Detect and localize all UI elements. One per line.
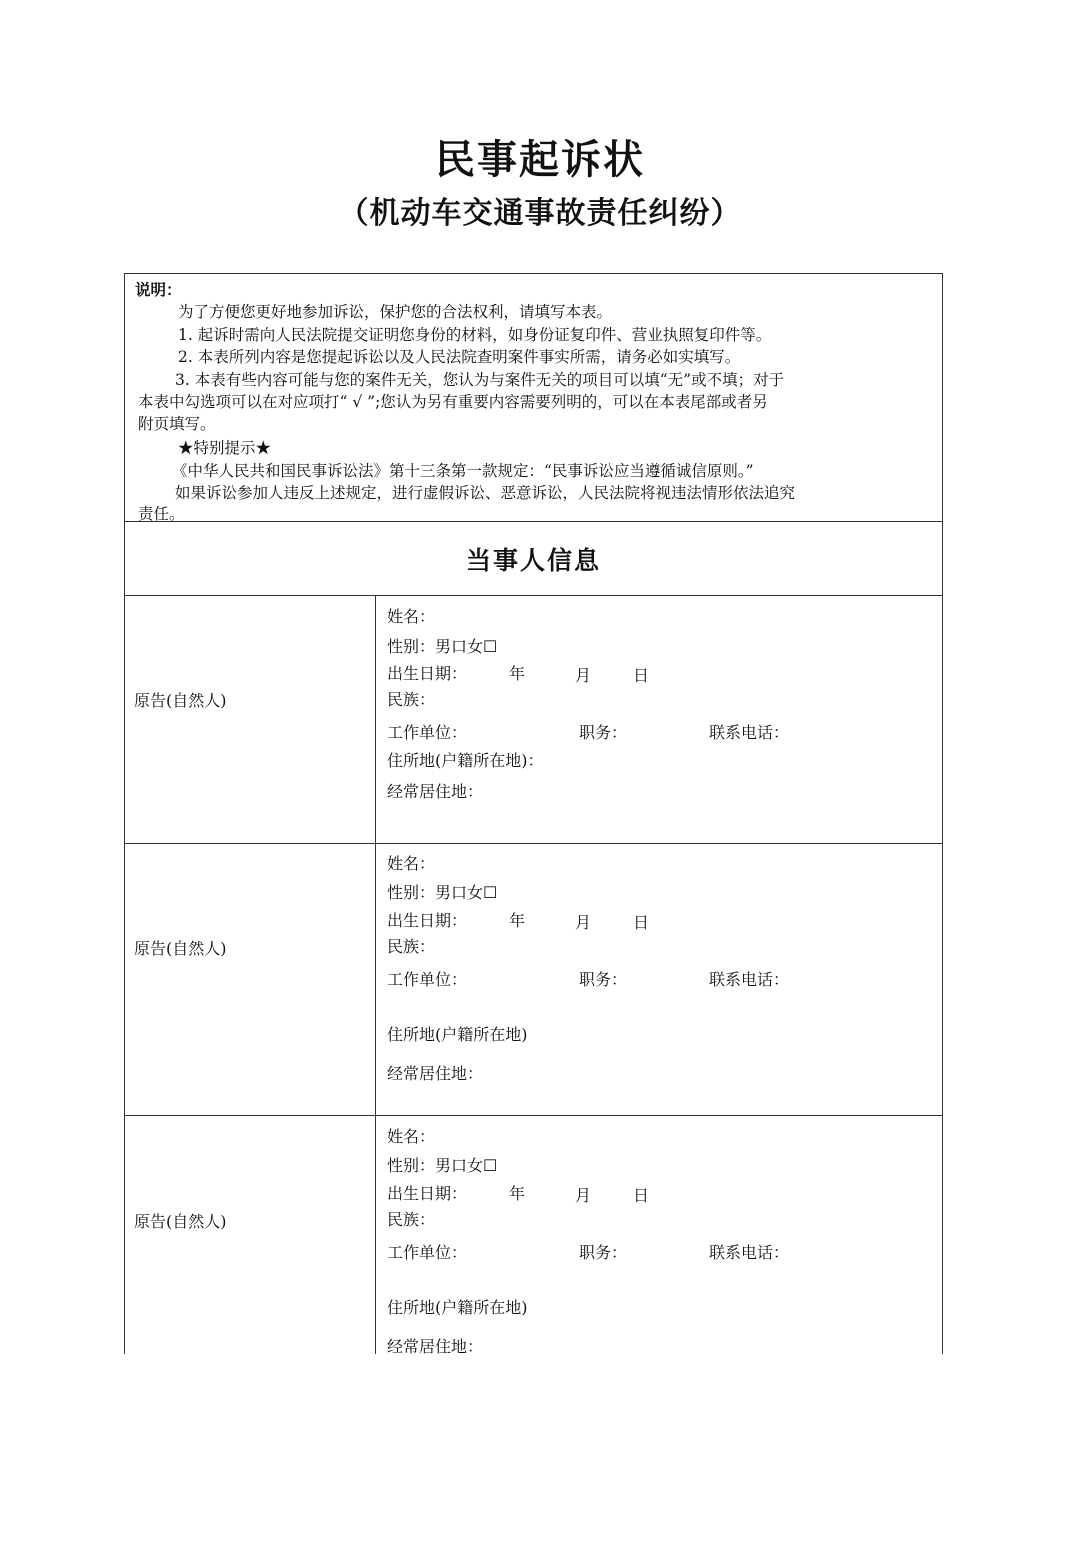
ethnicity-field[interactable]: 民族： (387, 937, 436, 956)
position-field[interactable]: 职务： (579, 723, 628, 742)
gender-field[interactable]: 性别：男口女☐ (387, 637, 498, 656)
party-info-section (124, 521, 943, 596)
year-label: 年 (509, 1184, 526, 1203)
instruction-line: 为了方便您更好地参加诉讼，保护您的合法权利，请填写本表。 (178, 303, 613, 321)
plaintiff-block-3 (124, 1116, 943, 1354)
instruction-line: 3. 本表有些内容可能与您的案件无关，您认为与案件无关的项目可以填“无”或不填；对于 (175, 371, 785, 389)
residence-field[interactable]: 经常居住地： (387, 1064, 484, 1083)
domicile-field[interactable]: 住所地(户籍所在地)： (387, 751, 544, 770)
year-label: 年 (509, 911, 526, 930)
gender-field[interactable]: 性别：男口女☐ (387, 883, 498, 902)
section-title: 当事人信息 (465, 546, 601, 575)
special-notice-heading: ★特别提示★ (178, 439, 272, 457)
column-divider (375, 1116, 376, 1354)
plaintiff-block-2 (124, 843, 943, 1116)
ethnicity-field[interactable]: 民族： (387, 1210, 436, 1229)
day-label: 日 (633, 666, 650, 685)
instructions-heading: 说明： (135, 280, 182, 299)
phone-field[interactable]: 联系电话： (709, 723, 790, 742)
residence-field[interactable]: 经常居住地： (387, 782, 484, 801)
position-field[interactable]: 职务： (579, 970, 628, 989)
instruction-line: 责任。 (138, 505, 185, 523)
gender-field[interactable]: 性别：男口女☐ (387, 1156, 498, 1175)
role-label: 原告(自然人) (134, 939, 227, 958)
day-label: 日 (633, 913, 650, 932)
domicile-field[interactable]: 住所地(户籍所在地) (387, 1025, 528, 1044)
role-label: 原告(自然人) (134, 1212, 227, 1231)
year-label: 年 (509, 664, 526, 683)
name-field[interactable]: 姓名： (387, 854, 436, 873)
workplace-field[interactable]: 工作单位： (387, 723, 468, 742)
phone-field[interactable]: 联系电话： (709, 1243, 790, 1262)
birthdate-field[interactable]: 出生日期： (387, 1184, 468, 1203)
month-label: 月 (575, 666, 592, 685)
document-title: 民事起诉状 (435, 136, 645, 183)
day-label: 日 (633, 1186, 650, 1205)
domicile-field[interactable]: 住所地(户籍所在地) (387, 1298, 528, 1317)
workplace-field[interactable]: 工作单位： (387, 1243, 468, 1262)
birthdate-field[interactable]: 出生日期： (387, 911, 468, 930)
plaintiff-block-1 (124, 596, 943, 844)
instruction-line: 1. 起诉时需向人民法院提交证明您身份的材料，如身份证复印件、营业执照复印件等。 (178, 326, 772, 344)
instruction-line: 附页填写。 (138, 415, 216, 433)
ethnicity-field[interactable]: 民族： (387, 690, 436, 709)
document-subtitle: （机动车交通事故责任纠纷） (338, 196, 742, 231)
instruction-line: 2. 本表所列内容是您提起诉讼以及人民法院查明案件事实所需，请务必如实填写。 (178, 348, 741, 366)
workplace-field[interactable]: 工作单位： (387, 970, 468, 989)
instructions-box (124, 273, 943, 522)
phone-field[interactable]: 联系电话： (709, 970, 790, 989)
month-label: 月 (575, 1186, 592, 1205)
instruction-line: 《中华人民共和国民事诉讼法》第十三条第一款规定：“民事诉讼应当遵循诚信原则。” (172, 462, 754, 480)
instruction-line: 如果诉讼参加人违反上述规定，进行虚假诉讼、恶意诉讼，人民法院将视违法情形依法追究 (175, 484, 796, 502)
birthdate-field[interactable]: 出生日期： (387, 664, 468, 683)
role-label: 原告(自然人) (134, 691, 227, 710)
name-field[interactable]: 姓名： (387, 607, 436, 626)
name-field[interactable]: 姓名： (387, 1127, 436, 1146)
column-divider (375, 843, 376, 1115)
instruction-line: 本表中勾选项可以在对应项打“ √ ”;您认为另有重要内容需要列明的，可以在本表尾部或者另 (138, 393, 768, 411)
residence-field[interactable]: 经常居住地： (387, 1337, 484, 1356)
column-divider (375, 596, 376, 843)
position-field[interactable]: 职务： (579, 1243, 628, 1262)
month-label: 月 (575, 913, 592, 932)
